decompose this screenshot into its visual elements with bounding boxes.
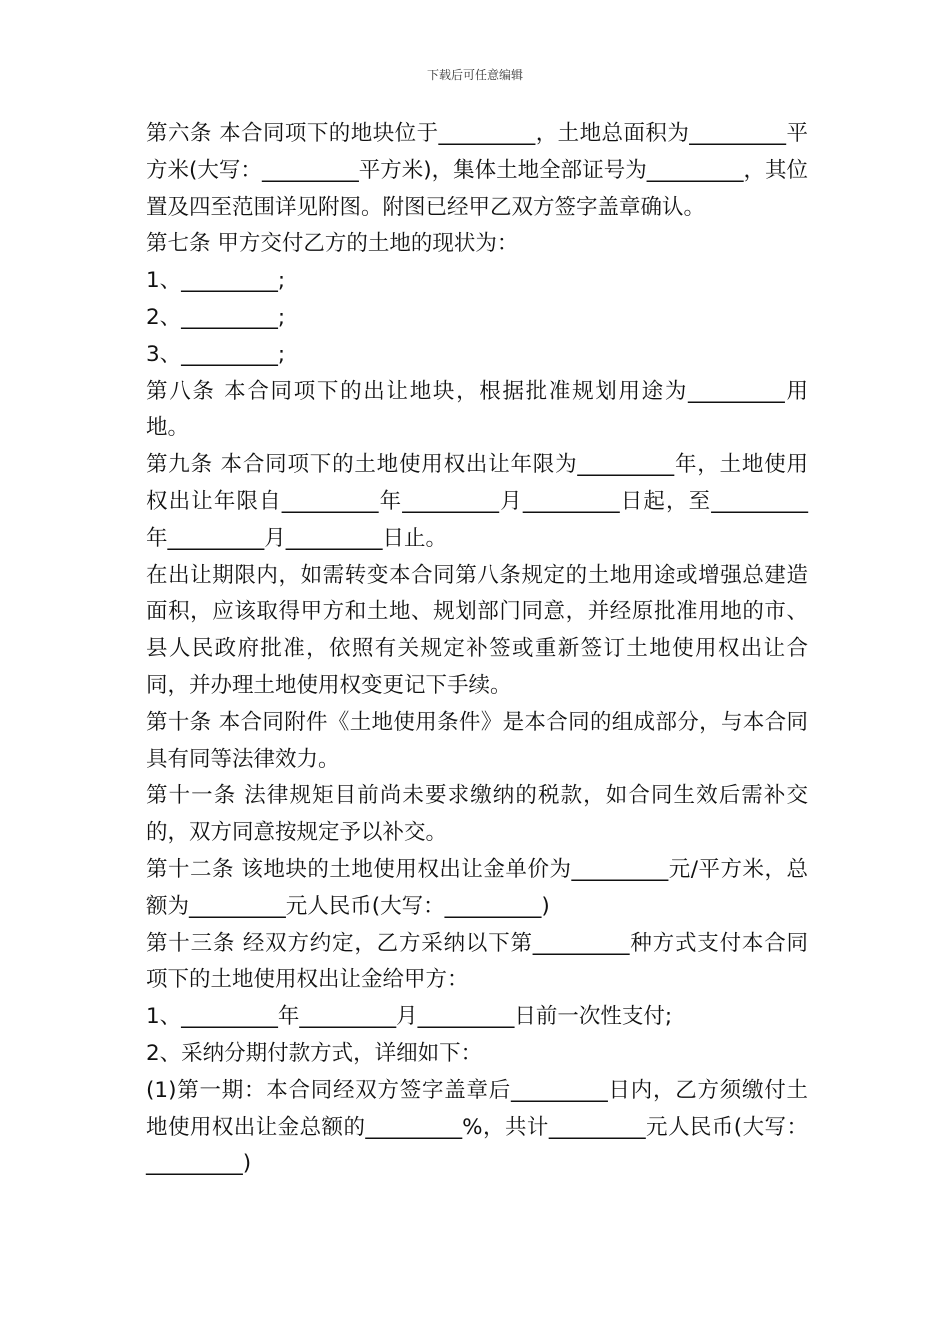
installment-paragraph: (1)第一期：本合同经双方签字盖章后_________日内，乙方须缴付土地使用权出让金总额的_________%，共计_________元人民币(大写：_________) bbox=[146, 1077, 808, 1177]
list-item: 1、_________; bbox=[146, 268, 286, 294]
list-item: 2、_________; bbox=[146, 304, 286, 330]
article-12-paragraph: 第十二条 该地块的土地使用权出让金单价为_________元/平方米，总额为_________元人民币(大写：_________) bbox=[146, 856, 808, 919]
article-7-paragraph: 第七条 甲方交付乙方的土地的现状为： bbox=[146, 231, 519, 257]
contract-body bbox=[146, 116, 808, 1183]
list-item: 2、采纳分期付款方式，详细如下： bbox=[146, 1040, 483, 1066]
article-11-paragraph: 第十一条 法律规矩目前尚未要求缴纳的税款，如合同生效后需补交的，双方同意按规定予以补交。 bbox=[146, 783, 808, 846]
page-header: 下载后可任意编辑 bbox=[426, 68, 523, 82]
list-item: 1、_________年_________月_________日前一次性支付; bbox=[146, 1004, 673, 1030]
article-10-paragraph: 第十条 本合同附件《土地使用条件》是本合同的组成部分，与本合同具有同等法律效力。 bbox=[146, 709, 808, 772]
article-8-paragraph: 第八条 本合同项下的出让地块，根据批准规划用途为_________用地。 bbox=[146, 378, 808, 441]
article-13-paragraph: 第十三条 经双方约定，乙方采纳以下第_________种方式支付本合同项下的土地使用权出让金给甲方： bbox=[146, 930, 808, 993]
land-use-change-paragraph: 在出让期限内，如需转变本合同第八条规定的土地用途或增强总建造面积，应该取得甲方和土地、规划部门同意，并经原批准用地的市、县人民政府批准，依照有关规定补签或重新签订土地使用权出让合同，并办理土地使用权变更记下手续。 bbox=[146, 562, 808, 698]
article-9-paragraph: 第九条 本合同项下的土地使用权出让年限为_________年，土地使用权出让年限自_________年_________月_________日起，至_________年_________月_________日止。 bbox=[146, 452, 808, 551]
list-item: 3、_________; bbox=[146, 341, 286, 367]
article-6-paragraph: 第六条 本合同项下的地块位于_________，土地总面积为_________平方米(大写：_________平方米)，集体土地全部证号为_________，其位置及四至范围详见附图。附图已经甲乙双方签字盖章确认。 bbox=[146, 121, 808, 220]
